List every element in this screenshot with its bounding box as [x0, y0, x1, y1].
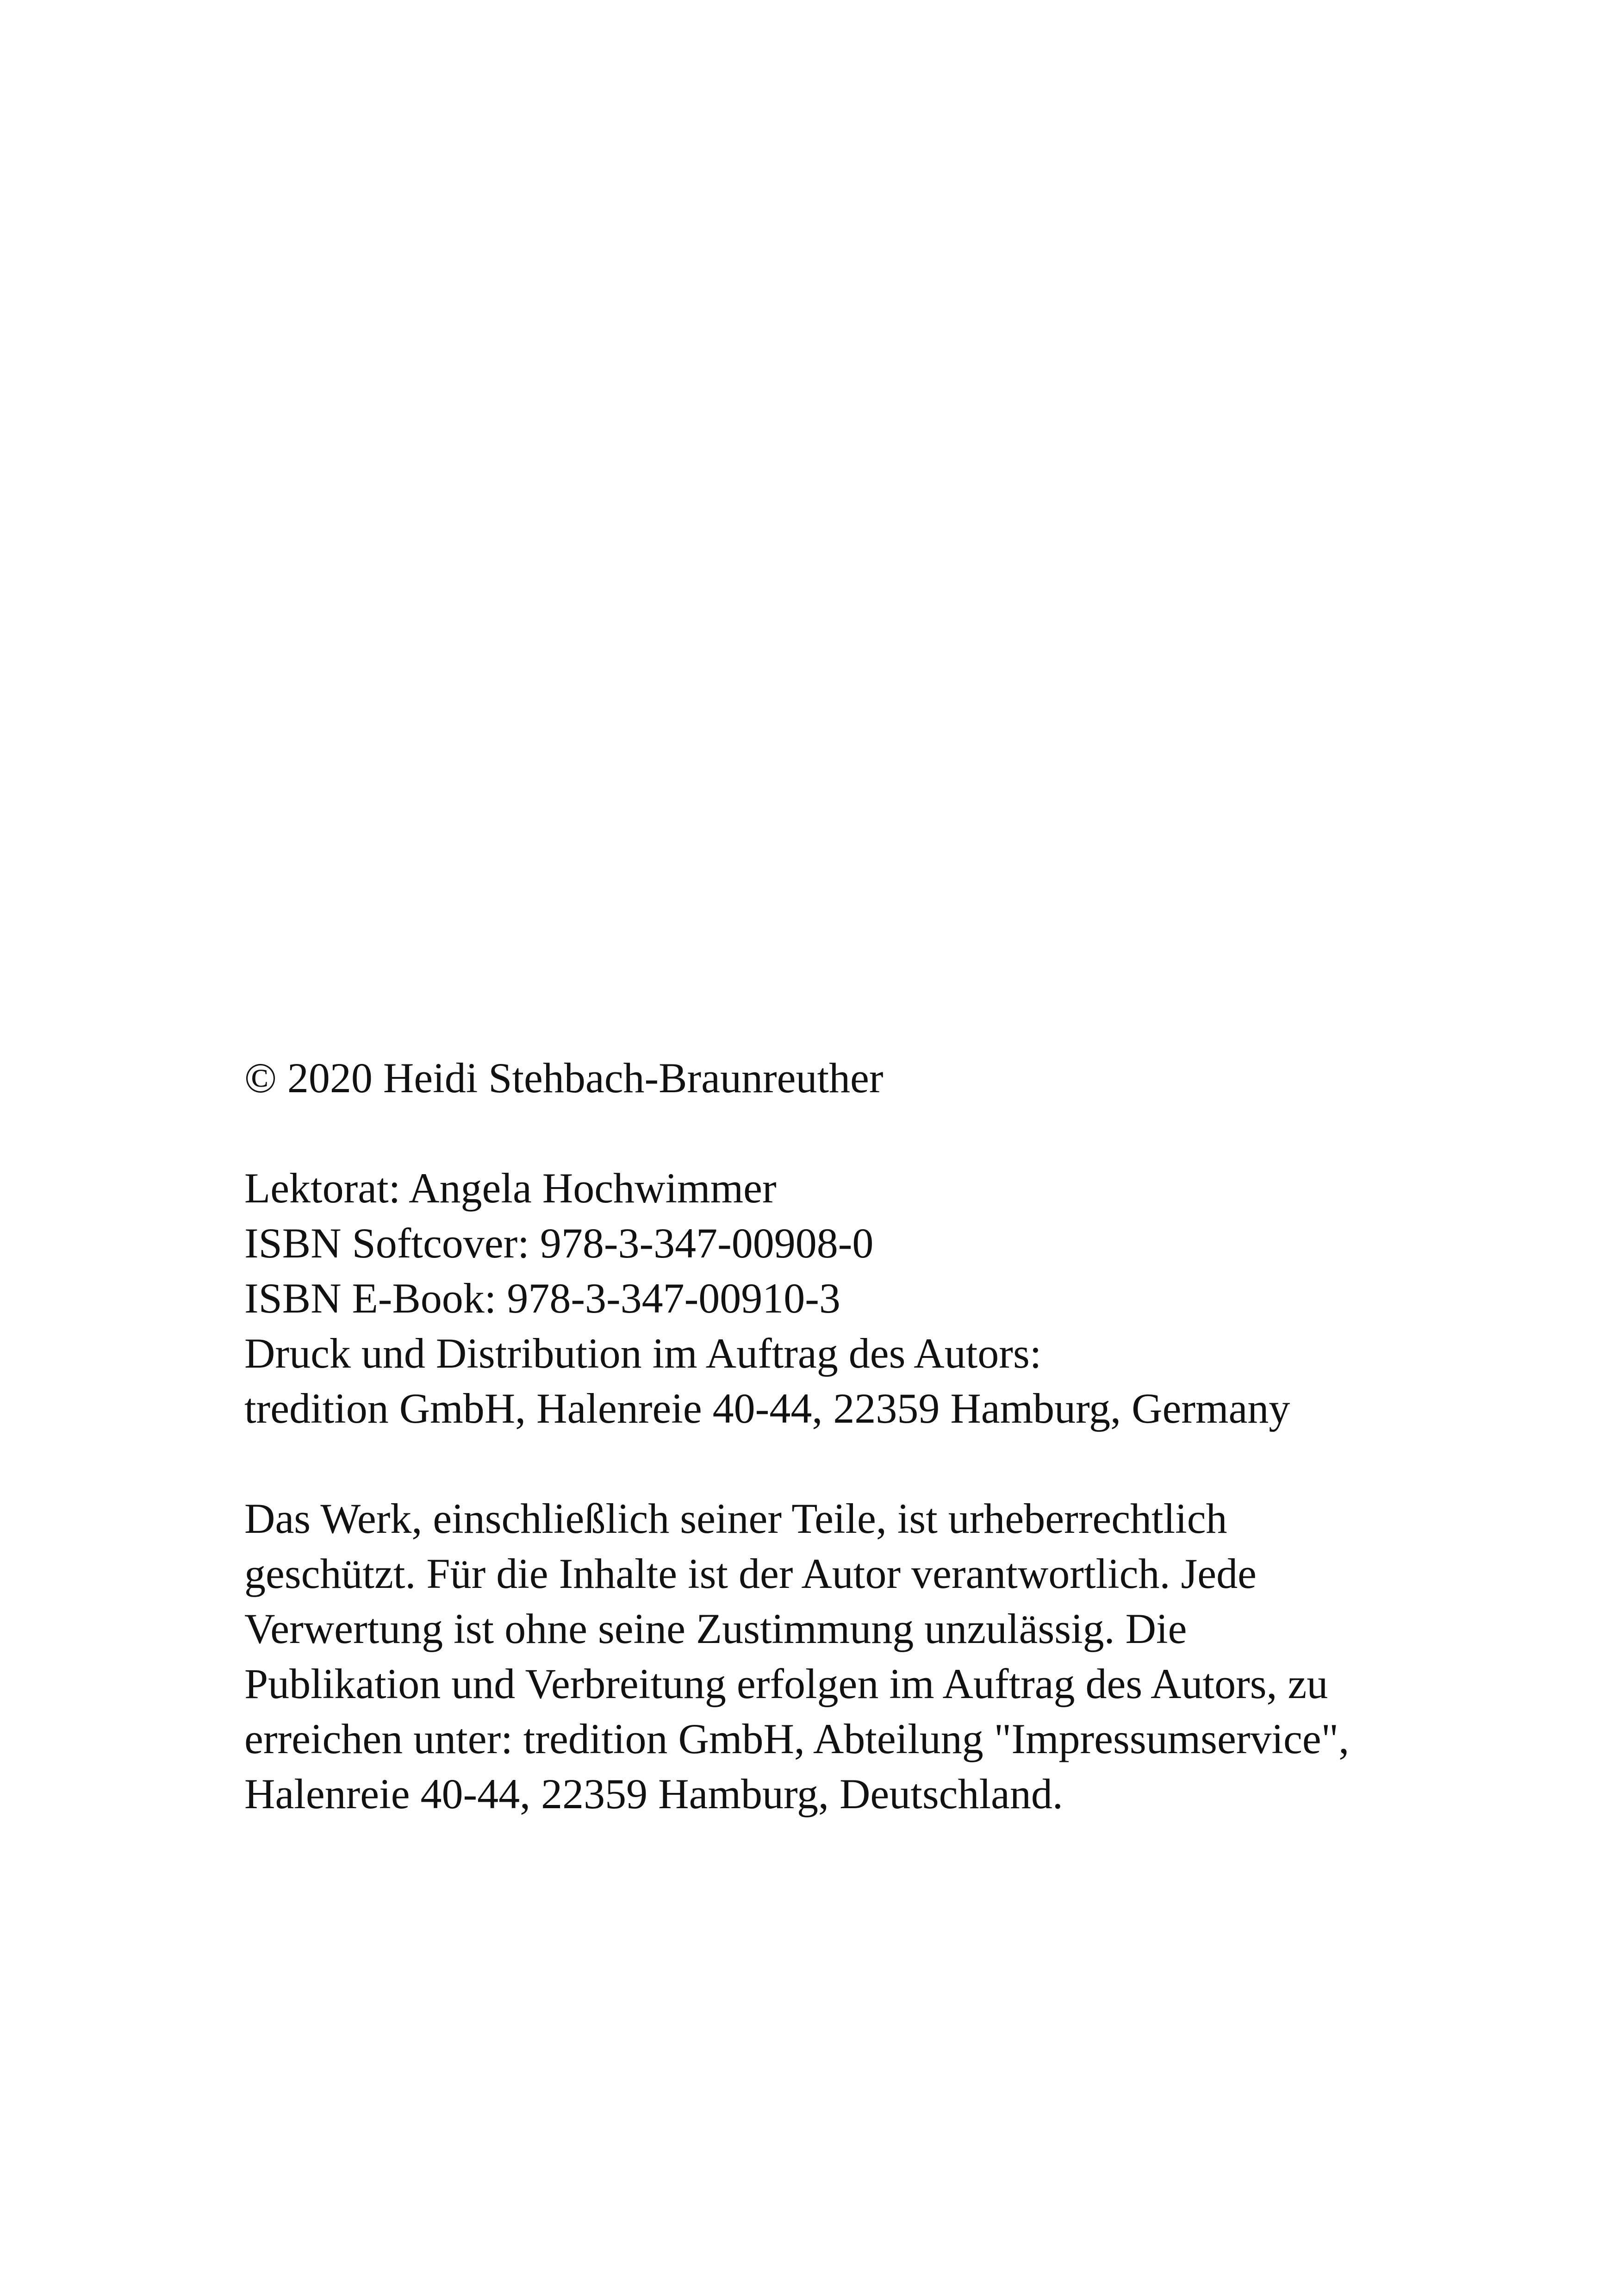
legal-notice-line: Verwertung ist ohne seine Zustimmung unzulässig. Die: [244, 1605, 1187, 1652]
publisher-address-line: tredition GmbH, Halenreie 40-44, 22359 Hamburg, Germany: [244, 1385, 1290, 1432]
legal-notice: [244, 1491, 1503, 1822]
printing-distribution-line: Druck und Distribution im Auftrag des Autors:: [244, 1330, 1042, 1377]
copyright-notice: [244, 1051, 1503, 1106]
legal-notice-line: Publikation und Verbreitung erfolgen im Auftrag des Autors, zu: [244, 1660, 1328, 1707]
legal-notice-line: erreichen unter: tredition GmbH, Abteilung "Impressumservice",: [244, 1715, 1350, 1762]
imprint-block: [244, 1051, 1503, 1822]
paragraph-gap: [244, 1436, 1503, 1491]
legal-notice-line: Halenreie 40-44, 22359 Hamburg, Deutschland.: [244, 1770, 1063, 1817]
isbn-ebook-line: ISBN E-Book: 978-3-347-00910-3: [244, 1275, 840, 1322]
publication-details: [244, 1161, 1503, 1436]
legal-notice-line: Das Werk, einschließlich seiner Teile, ist urheberrechtlich: [244, 1495, 1227, 1542]
legal-notice-line: geschützt. Für die Inhalte ist der Autor verantwortlich. Jede: [244, 1550, 1257, 1597]
editor-line: Lektorat: Angela Hochwimmer: [244, 1164, 777, 1212]
paragraph-gap: [244, 1106, 1503, 1161]
isbn-softcover-line: ISBN Softcover: 978-3-347-00908-0: [244, 1220, 874, 1267]
copyright-line: © 2020 Heidi Stehbach-Braunreuther: [244, 1054, 884, 1101]
